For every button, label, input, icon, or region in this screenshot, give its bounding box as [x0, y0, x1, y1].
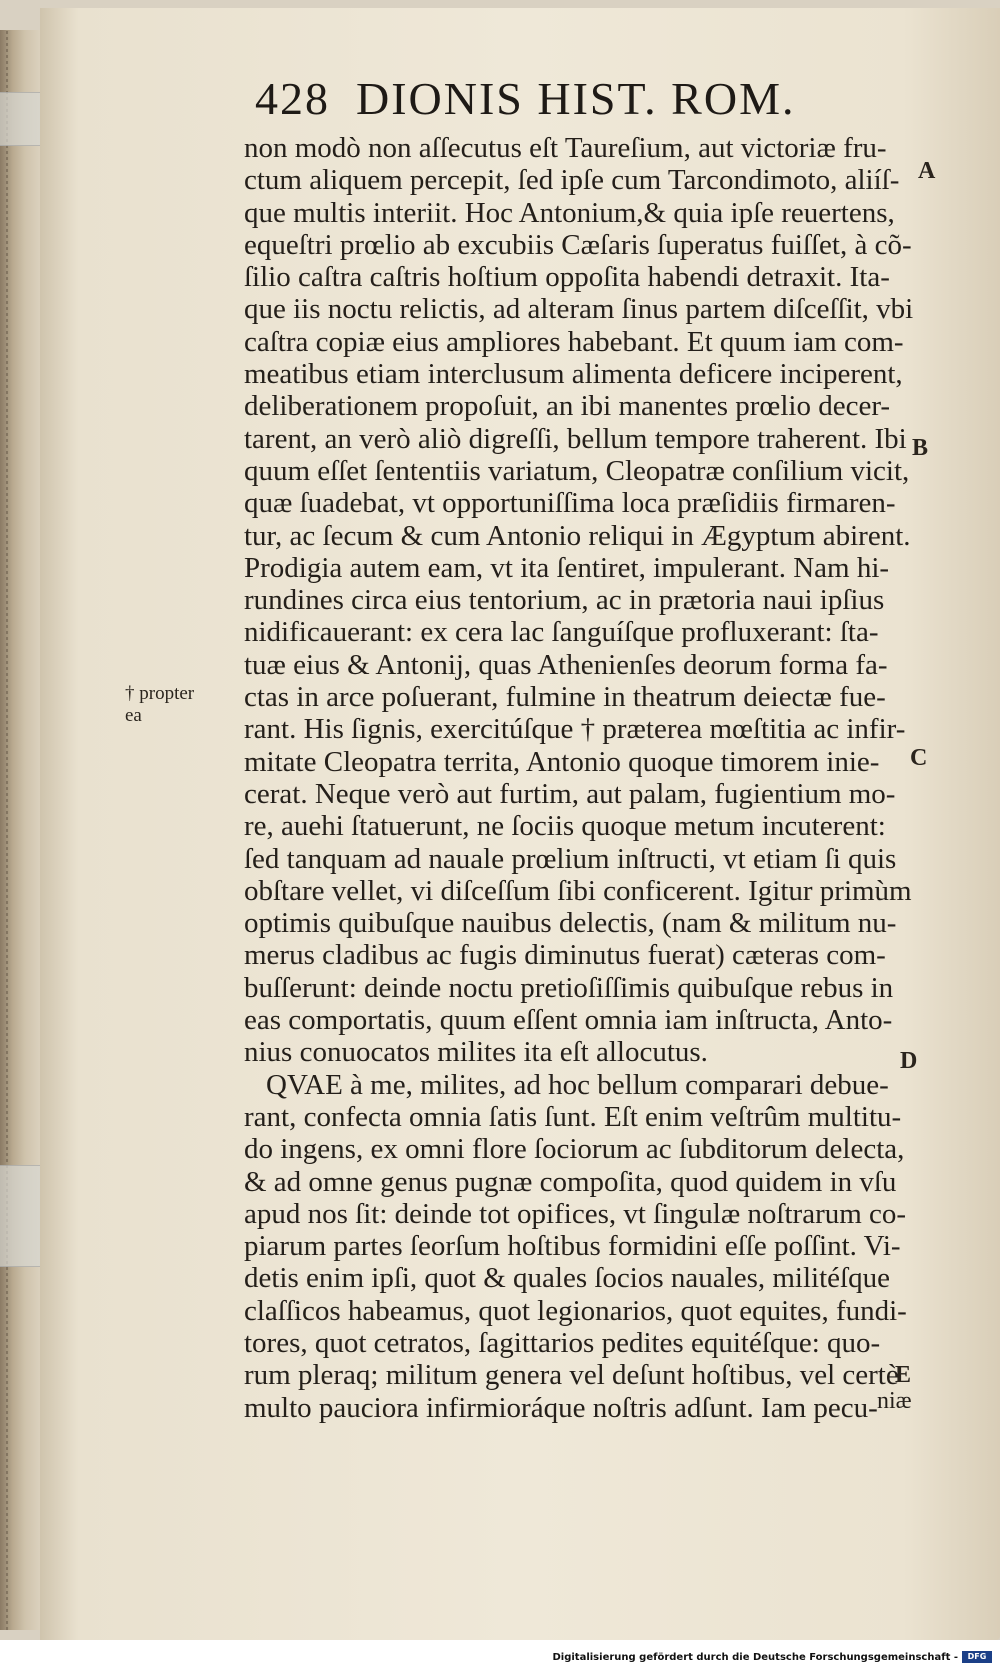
text-line: obſtare vellet, vi diſceſſum ſibi conficerent. Igitur primùm	[244, 874, 912, 907]
text-line: equeſtri prœlio ab excubiis Cæſaris ſuperatus fuiſſet, à cõ-	[244, 228, 912, 261]
text-line: do ingens, ex omni flore ſociorum ac ſubditorum delecta,	[244, 1133, 905, 1166]
marginal-note	[125, 683, 240, 727]
text-line: caſtra copiæ eius ampliores habebant. Et quum iam com-	[244, 325, 904, 358]
text-line: tuæ eius & Antonij, quas Athenienſes deorum forma fa-	[244, 648, 888, 681]
section-letter-c: C	[910, 745, 928, 771]
text-line: rundines circa eius tentorium, ac in prætoria naui ipſius	[244, 584, 885, 617]
text-line: optimis quibuſque nauibus delectis, (nam & militum nu-	[244, 907, 897, 940]
text-line: ſilio caſtra caſtris hoſtium oppoſita habendi detraxit. Ita-	[244, 261, 890, 294]
body-text	[244, 132, 914, 1424]
text-line: que multis interiit. Hoc Antonium,& quia ipſe reuertens,	[244, 196, 895, 229]
section-letter-b: B	[912, 435, 929, 461]
dfg-logo: DFG	[962, 1651, 992, 1663]
text-line: re, auehi ſtatuerunt, ne ſociis quoque metum incuterent:	[244, 810, 886, 843]
text-line: deliberationem propoſuit, an ibi manentes prœlio decer-	[244, 390, 891, 423]
text-line: meatibus etiam interclusum alimenta deficere inciperent,	[244, 358, 903, 391]
text-line: multo pauciora infirmioráque noſtris adſunt. Iam pecu-	[244, 1391, 878, 1424]
text-line: tores, quot cetratos, ſagittarios pedites equitéſque: quo-	[244, 1326, 881, 1359]
running-title: DIONIS HIST. ROM.	[356, 73, 796, 124]
running-head	[255, 72, 955, 128]
text-line: buſſerunt: deinde noctu pretioſiſſimis quibuſque rebus in	[244, 971, 894, 1004]
page-stack-edge	[0, 30, 42, 1630]
text-line: piarum partes ſeorſum hoſtibus formidini eſſe poſſint. Vi-	[244, 1230, 901, 1263]
text-line: detis enim ipſi, quot & quales ſocios nauales, militéſque	[244, 1262, 890, 1295]
text-line: quum eſſet ſententiis variatum, Cleopatræ conſilium vicit,	[244, 454, 910, 487]
section-letter-e: E	[895, 1362, 912, 1388]
text-line: non modò non aſſecutus eſt Taureſium, aut victoriæ fru-	[244, 132, 887, 164]
text-line: rum pleraq; militum genera vel deſunt hoſtibus, vel certè	[244, 1359, 899, 1392]
text-line: nius conuocatos milites ita eſt allocutus.	[244, 1036, 708, 1069]
text-line: Prodigia autem eam, vt ita ſentiret, impulerant. Nam hi-	[244, 551, 890, 584]
text-line: ctum aliquem percepit, ſed ipſe cum Tarcondimoto, aliíſ-	[244, 164, 900, 197]
text-line: ſed tanquam ad nauale prœlium inſtructi, vt etiam ſi quis	[244, 842, 897, 875]
text-line: rant, confecta omnia ſatis ſunt. Eſt enim veſtrûm multitu-	[244, 1100, 902, 1133]
text-line: apud nos ſit: deinde tot opifices, vt ſingulæ noſtrarum co-	[244, 1197, 907, 1230]
text-line: claſſicos habeamus, quot legionarios, quot equites, fundi-	[244, 1294, 907, 1327]
text-line: tur, ac ſecum & cum Antonio reliqui in Ægyptum abirent.	[244, 519, 911, 552]
text-line: quæ ſuadebat, vt opportuniſſima loca præſidiis firmaren-	[244, 487, 896, 520]
text-line: tarent, an verò aliò digreſſi, bellum tempore traherent. Ibi	[244, 422, 907, 455]
catchword: niæ	[877, 1388, 912, 1414]
section-letter-d: D	[900, 1048, 918, 1074]
text-line: QVAE à me, milites, ad hoc bellum comparari debue-	[266, 1068, 889, 1101]
marginal-note-line: ea	[125, 705, 142, 726]
section-letter-a: A	[918, 158, 936, 184]
text-line: merus cladibus ac fugis diminutus fuerat) cæteras com-	[244, 939, 886, 972]
text-line: nidificauerant: ex cera lac ſanguíſque profluxerant: ſta-	[244, 616, 879, 649]
funding-credit: Digitalisierung gefördert durch die Deutsche Forschungsgemeinschaft -	[552, 1652, 958, 1663]
text-line: que iis noctu relictis, ad alteram ſinus partem diſceſſit, vbi	[244, 293, 914, 326]
text-line: ctas in arce poſuerant, fulmine in theatrum deiectæ fue-	[244, 681, 886, 714]
text-line: rant. His ſignis, exercitúſque † præterea mœſtitia ac infir-	[244, 713, 906, 746]
text-line: mitate Cleopatra territa, Antonio quoque timorem inie-	[244, 745, 880, 778]
text-line: cerat. Neque verò aut furtim, aut palam, fugientium mo-	[244, 777, 896, 810]
marginal-note-line: † propter	[125, 683, 195, 704]
text-line: eas comportatis, quum eſſent omnia iam inſtructa, Anto-	[244, 1004, 893, 1037]
footer-bar	[0, 1640, 1000, 1671]
text-line: & ad omne genus pugnæ compoſita, quod quidem in vſu	[244, 1165, 897, 1198]
page-number: 428	[255, 73, 330, 124]
